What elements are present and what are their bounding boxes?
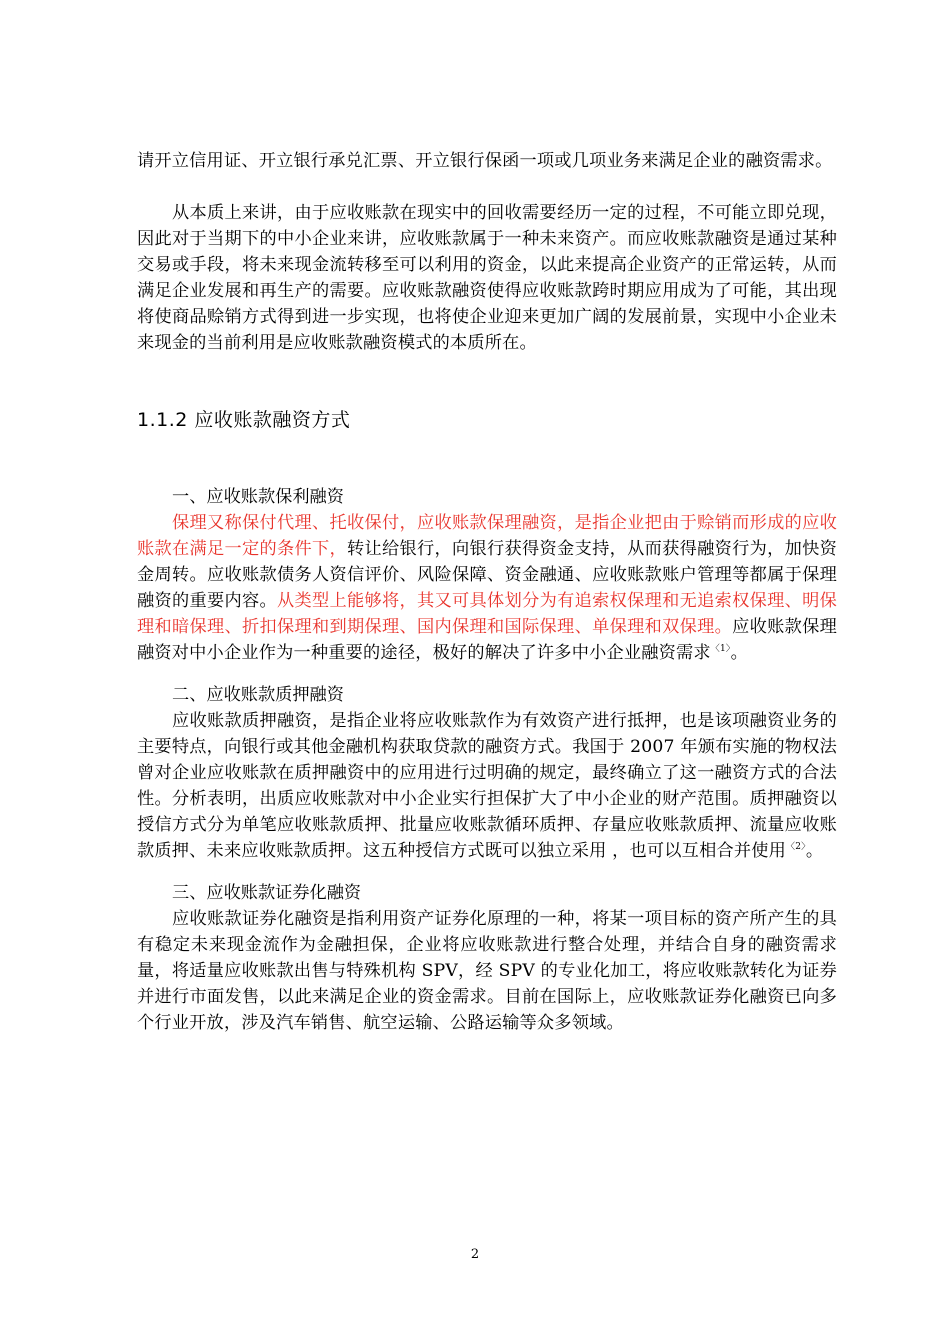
securitization-text: 应收账款证券化融资是指利用资产证券化原理的一种，将某一项目标的资产所产生的具有稳定未来现金流作为金融担保，企业将应收账款进行整合处理，并结合自身的融资需求量，将适量应收账款出售与特殊机构 SPV，经 SPV 的专业化加工，将应收账款转化为证券并进行市面发售，以此来满足企业的资金需求。目前在国际上，应收账款证券化融资已向多个行业开放，涉及汽车销售、航空运输、公路运输等众多领域。: [137, 909, 837, 1033]
page-number: 2: [470, 1247, 480, 1262]
subsection-title-securitization: 三、应收账款证券化融资: [172, 883, 362, 903]
paragraph-essence-text: 从本质上来讲，由于应收账款在现实中的回收需要经历一定的过程，不可能立即兑现，因此对于当期下的中小企业来讲，应收账款属于一种未来资产。而应收账款融资是通过某种交易或手段，将未来现金流转移至可以利用的资金，以此来提高企业资产的正常运转，从而满足企业发展和再生产的需要。应收账款融资使得应收账款跨时期应用成为了可能，其出现将使商品赊销方式得到进一步实现，也将使企业迎来更加广阔的发展前景，实现中小企业未来现金的当前利用是应收账款融资模式的本质所在。: [137, 203, 837, 353]
pledge-text: 应收账款质押融资，是指企业将应收账款作为有效资产进行抵押，也是该项融资业务的主要特点，向银行或其他金融机构获取贷款的融资方式。我国于 2007 年颁布实施的物权法曾对企业应收账款在质押融资中的应用进行过明确的规定，最终确立了这一融资方式的合法性。分析表明，出质应收账款对中小企业实行担保扩大了中小企业的财产范围。质押融资以授信方式分为单笔应收账款质押、批量应收账款循环质押、存量应收账款质押、流量应收账款质押、未来应收账款质押。这五种授信方式既可以独立采用 ，也可以互相合并使用: [137, 711, 837, 861]
pledge-text-end: 。: [805, 841, 824, 861]
factoring-highlight-definition: 保理又称保付代理、托收保付，应收账款保理融资，是指企业把由于赊销而形成的应收账款在满足一定的条件下，: [137, 513, 837, 559]
paragraph-intro: [137, 148, 837, 174]
subsection-title-factoring: 一、应收账款保利融资: [172, 487, 344, 507]
factoring-text-b: 应收账款保理融资对中小企业作为一种重要的途径，极好的解决了许多中小企业融资需求: [137, 617, 837, 663]
reference-marker-1: 〈1〉: [710, 644, 731, 654]
paragraph-intro-text: 请开立信用证、开立银行承兑汇票、开立银行保函一项或几项业务来满足企业的融资需求。: [137, 151, 833, 171]
reference-marker-2: 〈2〉: [786, 842, 806, 852]
paragraph-factoring: [137, 510, 837, 666]
factoring-text-a: 转让给银行，向银行获得资金支持，从而获得融资行为，加快资金周转。应收账款债务人资信评价、风险保障、资金融通、应收账款账户管理等都属于保理融资的重要内容。: [137, 539, 837, 611]
section-heading: 1.1.2 应收账款融资方式: [137, 409, 351, 431]
paragraph-securitization: [137, 906, 837, 1036]
subsection-title-pledge: 二、应收账款质押融资: [172, 685, 344, 705]
factoring-highlight-types: 从类型上能够将，其又可具体划分为有追索权保理和无追索权保理、明保理和暗保理、折扣保理和到期保理、国内保理和国际保理、单保理和双保理。: [137, 591, 837, 637]
factoring-text-end: 。: [730, 643, 749, 663]
paragraph-essence: [137, 200, 837, 356]
paragraph-pledge: [137, 708, 837, 864]
